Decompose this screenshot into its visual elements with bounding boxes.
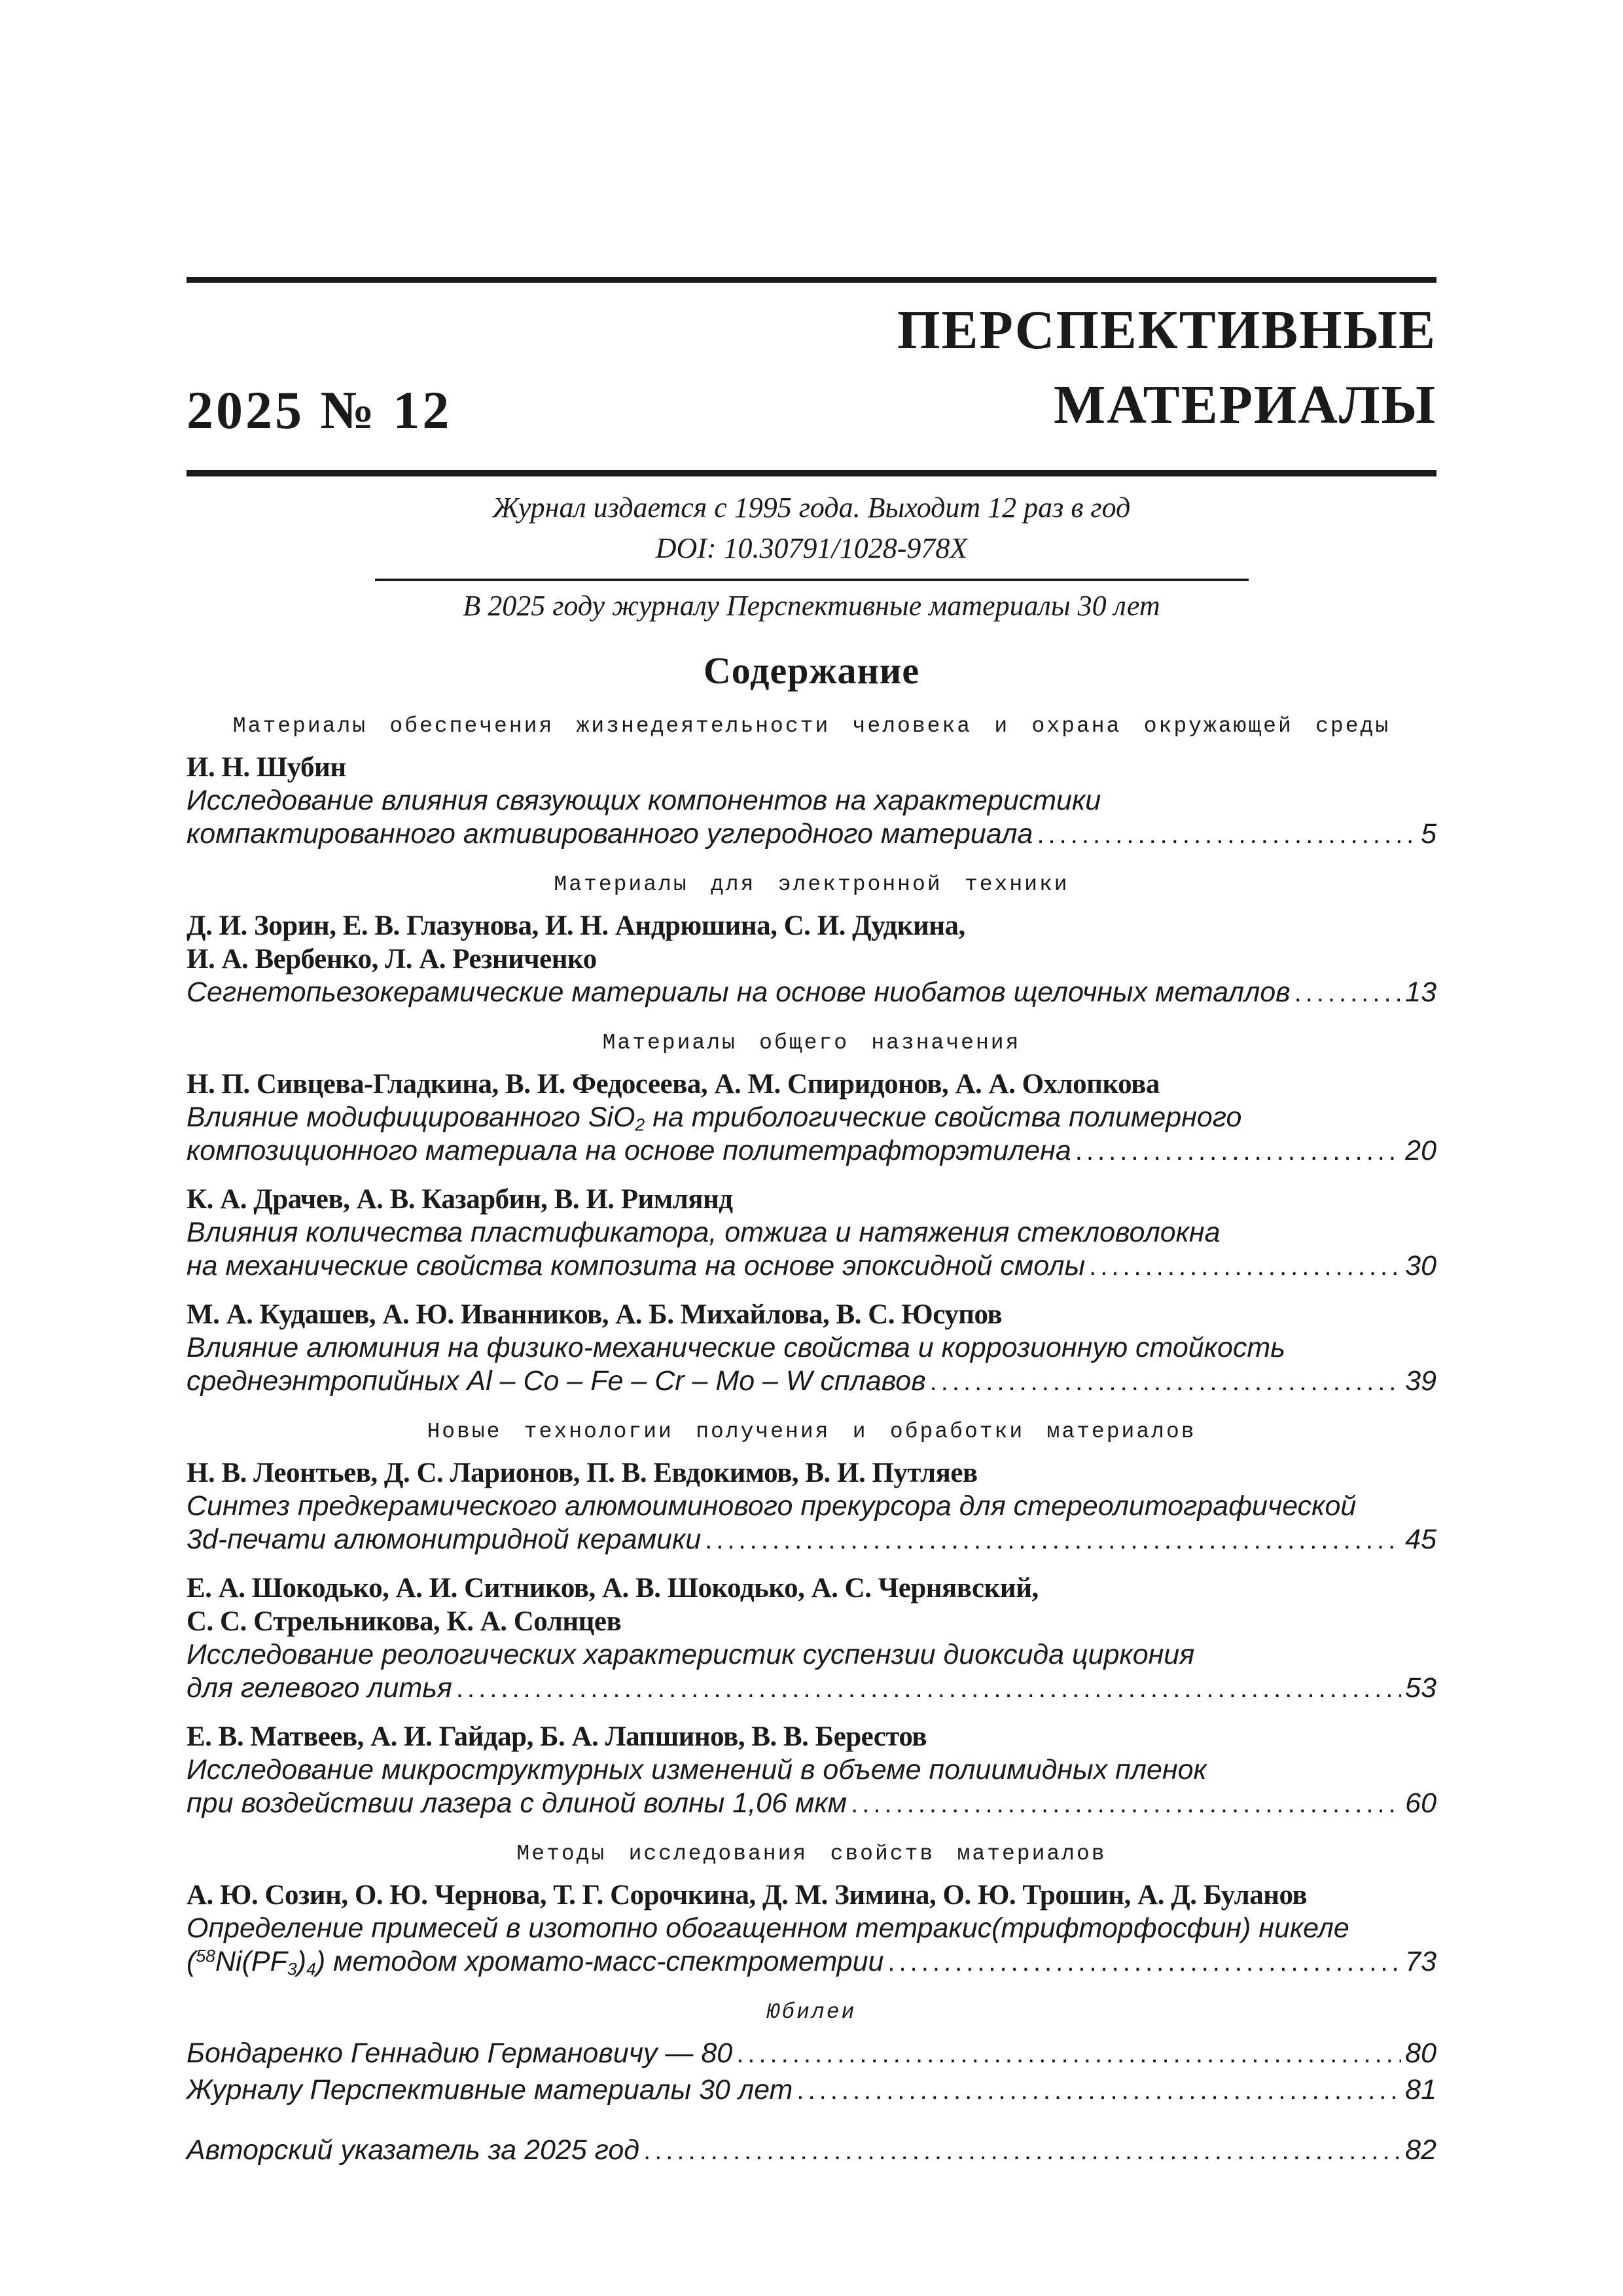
entry-authors-line: К. А. Драчев, А. В. Казарбин, В. И. Римлянд xyxy=(187,1183,733,1215)
entry-leader-line xyxy=(187,1523,1436,1557)
entry-title-segment: компактированного активированного углеродного материала xyxy=(187,817,1033,850)
toc-entry xyxy=(187,2037,1436,2071)
masthead-top-rule xyxy=(187,277,1436,283)
section-heading: Материалы обеспечения жизнедеятельности человека и охрана окружающей среды xyxy=(232,713,1391,738)
entry-authors-line: С. С. Стрельникова, К. А. Солнцев xyxy=(187,1605,622,1637)
toc-entry xyxy=(187,1298,1436,1399)
toc-section xyxy=(187,1027,1436,1399)
toc-entry xyxy=(187,751,1436,852)
toc-entry xyxy=(187,1183,1436,1283)
entry-leader-line xyxy=(187,2037,1436,2071)
masthead xyxy=(187,283,1436,470)
toc-entry xyxy=(187,1456,1436,1557)
entry-authors-line: И. Н. Шубин xyxy=(187,751,346,783)
page-number: 81 xyxy=(1405,2073,1436,2106)
dot-leader xyxy=(1037,818,1417,852)
entry-leader-line xyxy=(187,2073,1436,2108)
dot-leader xyxy=(456,1672,1401,1706)
dot-leader xyxy=(1075,1135,1401,1168)
entry-authors-line: Н. В. Леонтьев, Д. С. Ларионов, П. В. Евдокимов, В. И. Путляев xyxy=(187,1457,978,1488)
entry-leader-line xyxy=(187,2134,1436,2168)
page-number: 73 xyxy=(1405,1945,1436,1977)
page-number: 60 xyxy=(1405,1787,1436,1819)
toc-section xyxy=(187,710,1436,852)
page-number: 53 xyxy=(1405,1672,1436,1704)
toc-entry xyxy=(187,1067,1436,1168)
dot-leader xyxy=(1089,1250,1401,1283)
page-number: 13 xyxy=(1405,976,1436,1008)
toc-entry xyxy=(187,1571,1436,1706)
entry-authors-line: Н. П. Сивцева-Гладкина, В. И. Федосеева, А. М. Спиридонов, А. А. Охлопкова xyxy=(187,1068,1160,1100)
section-heading: Материалы для электронной техники xyxy=(554,872,1069,897)
entry-leader-line xyxy=(187,817,1436,852)
section-heading: Новые технологии получения и обработки материалов xyxy=(427,1419,1196,1444)
entry-title-segment: при воздействии лазера с длиной волны 1,06 мкм xyxy=(187,1787,847,1819)
dot-leader xyxy=(930,1365,1402,1399)
dot-leader xyxy=(1294,977,1402,1010)
entry-title-segment: $(^{58}Ni(PF_3)_4)$ методом хромато-масс-спектрометрии xyxy=(187,1945,884,1979)
page-number: 80 xyxy=(1405,2037,1436,2069)
entry-title-line: Исследование микроструктурных изменений в объеме полиимидных пленок xyxy=(187,1753,1207,1785)
toc-entry xyxy=(187,1878,1436,1979)
section-heading: Материалы общего назначения xyxy=(602,1030,1021,1055)
toc-section xyxy=(187,1838,1436,1979)
page-number: 45 xyxy=(1405,1523,1436,1555)
dot-leader xyxy=(643,2134,1401,2168)
toc-entry xyxy=(187,909,1436,1010)
contents-list xyxy=(187,710,1436,2168)
publication-info: Журнал издается с 1995 года. Выходит 12 раз в год xyxy=(492,492,1131,524)
section-heading: Юбилеи xyxy=(766,2000,857,2024)
entry-title-line: Исследование реологических характеристик суспензии диоксида циркония xyxy=(187,1638,1195,1670)
entry-leader-line xyxy=(187,976,1436,1010)
toc-section xyxy=(187,2134,1436,2168)
contents-heading: Содержание xyxy=(703,649,920,692)
entry-title-line: Определение примесей в изотопно обогащенном тетракис(трифторфосфин) никеле xyxy=(187,1912,1349,1944)
entry-title-segment: Бондаренко Геннадию Германовичу — 80 xyxy=(187,2037,733,2069)
entry-title-segment: 3d-печати алюмонитридной керамики xyxy=(187,1523,702,1555)
dot-leader xyxy=(851,1787,1401,1821)
masthead-bottom-rule xyxy=(187,470,1436,476)
toc-entry xyxy=(187,2073,1436,2108)
entry-leader-line xyxy=(187,1249,1436,1283)
dot-leader xyxy=(705,1524,1401,1557)
page-number: 5 xyxy=(1421,817,1436,850)
entry-title-segment: Авторский указатель за 2025 год xyxy=(187,2134,640,2166)
entry-authors-line: А. Ю. Созин, О. Ю. Чернова, Т. Г. Сорочкина, Д. М. Зимина, О. Ю. Трошин, А. Д. Буланов xyxy=(187,1879,1308,1910)
entry-title-line: Исследование влияния связующих компонентов на характеристики xyxy=(187,784,1101,816)
section-heading: Методы исследования свойств материалов xyxy=(516,1841,1107,1866)
toc-section xyxy=(187,869,1436,1010)
entry-title-segment: на механические свойства композита на основе эпоксидной смолы xyxy=(187,1249,1086,1282)
subheader xyxy=(187,491,1436,623)
page-number: 30 xyxy=(1405,1249,1436,1282)
entry-authors-line: Д. И. Зорин, Е. В. Глазунова, И. Н. Андрюшина, С. И. Дудкина, xyxy=(187,910,965,941)
entry-title-line: Синтез предкерамического алюмоиминового прекурсора для стереолитографической xyxy=(187,1490,1357,1522)
page-number: 39 xyxy=(1405,1365,1436,1397)
toc-section xyxy=(187,1996,1436,2108)
toc-entry xyxy=(187,1720,1436,1821)
entry-authors-line: И. А. Вербенко, Л. А. Резниченко xyxy=(187,943,597,975)
page-number: 82 xyxy=(1405,2134,1436,2166)
entry-title-segment: Сегнетопьезокерамические материалы на основе ниобатов щелочных металлов xyxy=(187,976,1291,1008)
entry-leader-line xyxy=(187,1787,1436,1821)
divider-rule xyxy=(375,579,1249,581)
entry-authors-line: Е. А. Шокодько, А. И. Ситников, А. В. Шокодько, А. С. Чернявский, xyxy=(187,1572,1039,1604)
entry-leader-line xyxy=(187,1134,1436,1168)
doi-line: DOI: 10.30791/1028-978X xyxy=(655,532,968,565)
entry-authors-line: Е. В. Матвеев, А. И. Гайдар, Б. А. Лапшинов, В. В. Берестов xyxy=(187,1721,927,1752)
anniversary-note: В 2025 году журналу Перспективные материалы 30 лет xyxy=(463,590,1160,622)
issue-number: 2025 № 12 xyxy=(187,380,452,440)
entry-leader-line xyxy=(187,1365,1436,1399)
toc-section xyxy=(187,1416,1436,1821)
dot-leader xyxy=(887,1946,1401,1979)
toc-entry xyxy=(187,2134,1436,2168)
entry-title-segment: среднеэнтропийных Al – Co – Fe – Cr – Mo – W сплавов xyxy=(187,1365,926,1397)
journal-title-line-1: ПЕРСПЕКТИВНЫЕ xyxy=(897,300,1436,361)
entry-leader-line xyxy=(187,1672,1436,1706)
entry-authors-line: М. А. Кудашев, А. Ю. Иванников, А. Б. Михайлова, В. С. Юсупов xyxy=(187,1299,1003,1330)
dot-leader xyxy=(796,2074,1401,2108)
entry-title-line: Влияние алюминия на физико-механические свойства и коррозионную стойкость xyxy=(187,1331,1285,1363)
entry-title-segment: композиционного материала на основе политетрафторэтилена xyxy=(187,1134,1071,1166)
entry-leader-line xyxy=(187,1945,1436,1979)
journal-title-line-2: МАТЕРИАЛЫ xyxy=(1054,374,1436,436)
page-number: 20 xyxy=(1405,1134,1436,1166)
entry-title-line: Влияние модифицированного SiO$_2$ на трибологические свойства полимерного xyxy=(187,1101,1242,1135)
entry-title-segment: Журналу Перспективные материалы 30 лет xyxy=(187,2073,793,2106)
entry-title-line: Влияния количества пластификатора, отжига и натяжения стекловолокна xyxy=(187,1216,1221,1248)
journal-title xyxy=(897,293,1436,442)
entry-title-segment: для гелевого литья xyxy=(187,1672,452,1704)
dot-leader xyxy=(736,2037,1401,2071)
